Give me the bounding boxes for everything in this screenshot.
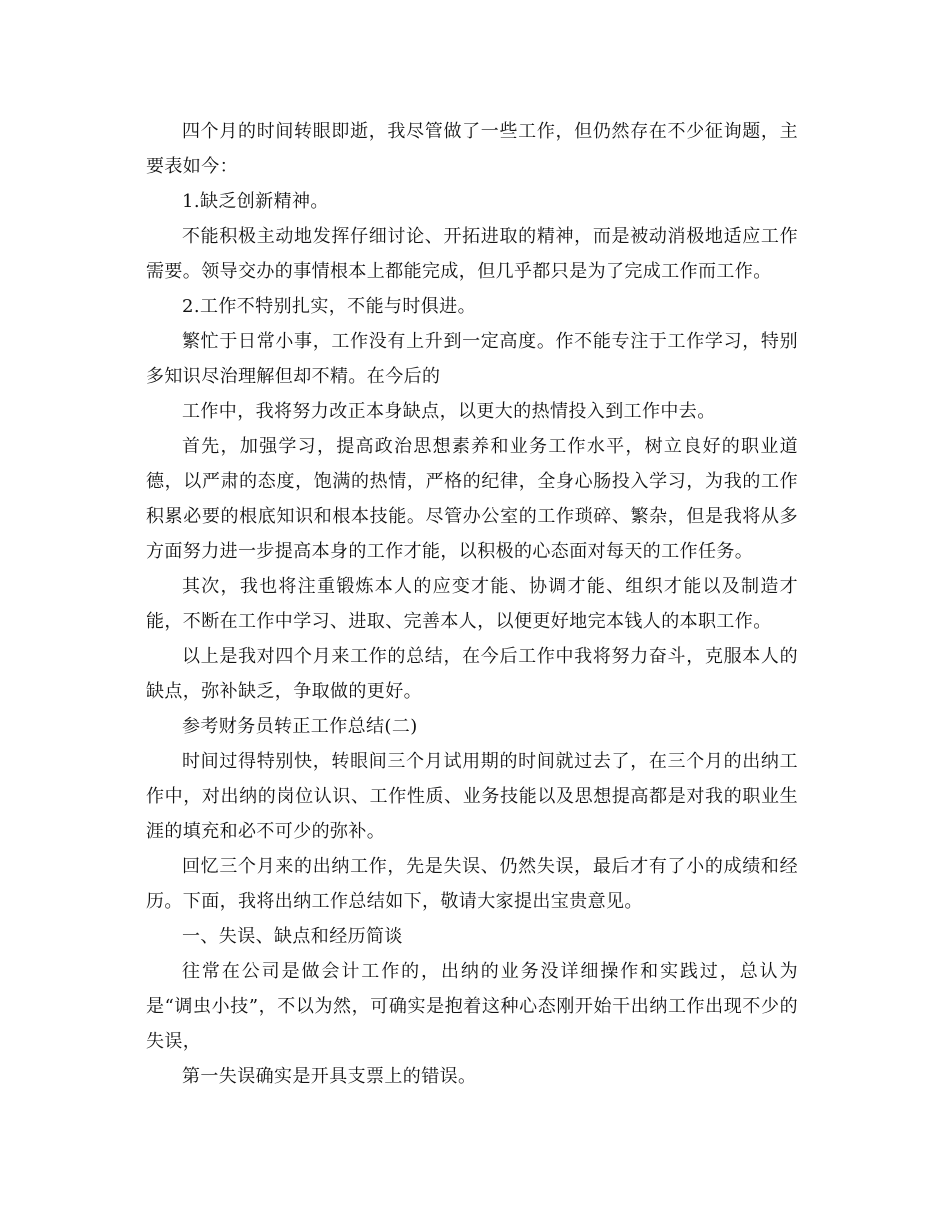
paragraph-improvement: 工作中，我将努力改正本身缺点，以更大的热情投入到工作中去。 xyxy=(182,401,716,422)
paragraph-first-plan: 首先，加强学习，提高政治思想素养和业务工作水平，树立良好的职业道德，以严肃的态度，饱满的热情，严格的纪律，全身心肠投入学习，为我的工作积累必要的根底知识和根本技能。尽管办公室的工作琐碎、繁杂，但是我将从多方面努力进一步提高本身的工作才能，以积极的心态面对每天的工作任务。 xyxy=(146,436,798,562)
paragraph-background: 往常在公司是做会计工作的，出纳的业务没详细操作和实践过，总认为是“调虫小技”，不以为然，可确实是抱着这种心态刚开始干出纳工作出现不少的失误， xyxy=(146,961,798,1052)
paragraph-second-plan: 其次，我也将注重锻炼本人的应变才能、协调才能、组织才能以及制造才能，不断在工作中学习、进取、完善本人，以便更好地完本钱人的本职工作。 xyxy=(146,576,798,632)
paragraph-point-2-body: 繁忙于日常小事，工作没有上升到一定高度。作不能专注于工作学习，特别多知识尽治理解但却不精。在今后的 xyxy=(146,331,798,387)
paragraph-point-1-heading: 1.缺乏创新精神。 xyxy=(182,191,329,212)
paragraph-part-two-intro: 时间过得特别快，转眼间三个月试用期的时间就过去了，在三个月的出纳工作中，对出纳的岗位认识、工作性质、业务技能以及思想提高都是对我的职业生涯的填充和必不可少的弥补。 xyxy=(146,751,798,842)
paragraph-review: 回忆三个月来的出纳工作，先是失误、仍然失误，最后才有了小的成绩和经历。下面，我将出纳工作总结如下，敬请大家提出宝贵意见。 xyxy=(146,856,798,912)
paragraph-conclusion: 以上是我对四个月来工作的总结，在今后工作中我将努力奋斗，克服本人的缺点，弥补缺乏，争取做的更好。 xyxy=(146,646,798,702)
paragraph-first-mistake: 第一失误确实是开具支票上的错误。 xyxy=(182,1066,477,1087)
section-heading-mistakes: 一、失误、缺点和经历简谈 xyxy=(182,926,403,947)
document-body xyxy=(146,114,798,1094)
section-title-part-two: 参考财务员转正工作总结(二) xyxy=(182,716,418,737)
paragraph-intro: 四个月的时间转眼即逝，我尽管做了一些工作，但仍然存在不少征询题，主要表如今： xyxy=(146,121,798,177)
paragraph-point-1-body: 不能积极主动地发挥仔细讨论、开拓进取的精神，而是被动消极地适应工作需要。领导交办的事情根本上都能完成，但几乎都只是为了完成工作而工作。 xyxy=(146,226,798,282)
paragraph-point-2-heading: 2.工作不特别扎实，不能与时俱进。 xyxy=(182,296,476,317)
